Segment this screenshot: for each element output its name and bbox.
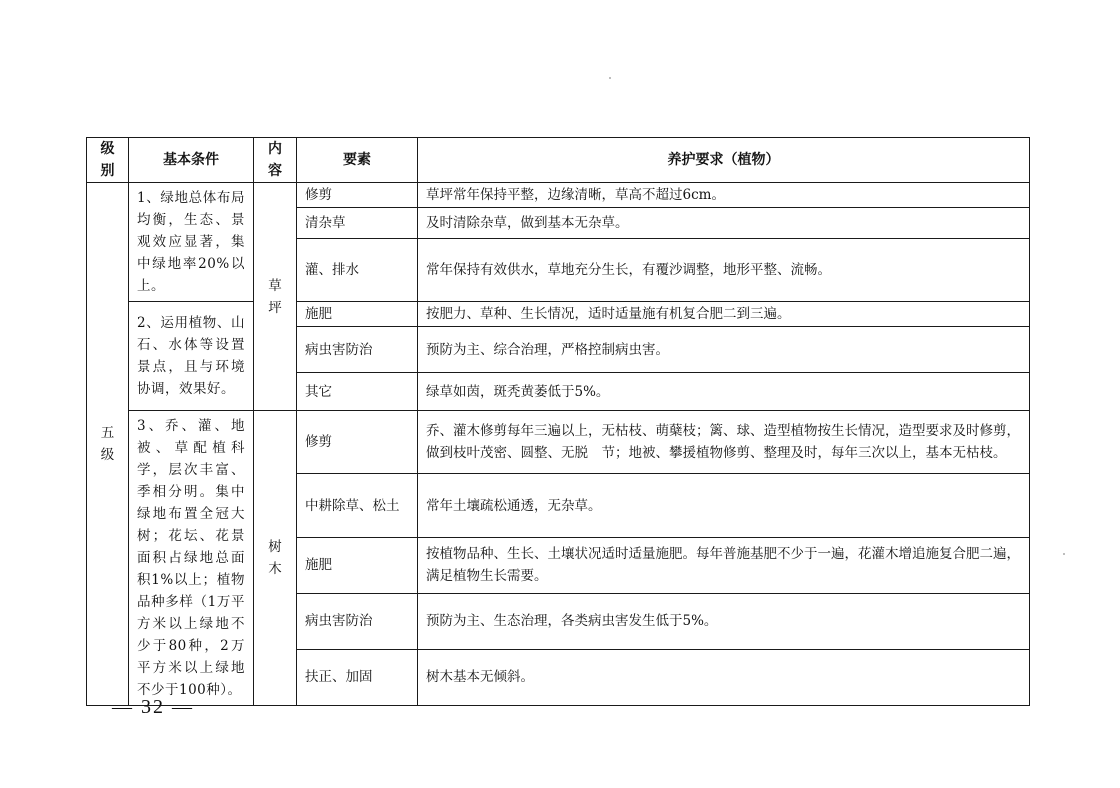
- table-row: [87, 183, 1030, 208]
- page-number: — 32 —: [112, 696, 194, 718]
- element-cell: 修剪: [297, 183, 418, 208]
- table-row: [87, 411, 1030, 474]
- requirement-cell: 按植物品种、生长、土壤状况适时适量施肥。每年普施基肥不少于一遍，花灌木增追施复合肥二遍，满足植物生长需要。: [418, 537, 1030, 593]
- header-basic-conditions: 基本条件: [129, 138, 254, 183]
- scan-speck: [1063, 553, 1065, 555]
- requirement-cell: 预防为主、综合治理，严格控制病虫害。: [418, 327, 1030, 373]
- element-cell: 扶正、加固: [297, 649, 418, 705]
- element-cell: 病虫害防治: [297, 327, 418, 373]
- table-row: [87, 302, 1030, 327]
- scan-speck: [609, 77, 611, 79]
- element-cell: 灌、排水: [297, 238, 418, 301]
- requirement-cell: 绿草如茵，斑秃黄萎低于5%。: [418, 373, 1030, 411]
- requirement-cell: 树木基本无倾斜。: [418, 649, 1030, 705]
- header-level: 级别: [87, 138, 129, 183]
- element-cell: 施肥: [297, 537, 418, 593]
- level-cell: 五级: [87, 183, 129, 706]
- element-cell: 清杂草: [297, 208, 418, 239]
- maintenance-standard-table: [86, 137, 1030, 706]
- requirement-cell: 及时清除杂草，做到基本无杂草。: [418, 208, 1030, 239]
- requirement-cell: 草坪常年保持平整，边缘清晰，草高不超过6cm。: [418, 183, 1030, 208]
- header-element: 要素: [297, 138, 418, 183]
- element-cell: 其它: [297, 373, 418, 411]
- condition-3: 3、乔、灌、地被、草配植科学，层次丰富、季相分明。集中绿地布置全冠大树；花坛、花景面积占绿地总面积1%以上；植物品种多样（1万平方米以上绿地不少于80种，2万平方米以上绿地不少于100种）。: [129, 411, 254, 706]
- requirement-cell: 预防为主、生态治理，各类病虫害发生低于5%。: [418, 593, 1030, 649]
- element-cell: 中耕除草、松土: [297, 474, 418, 537]
- requirement-cell: 常年保持有效供水，草地充分生长，有覆沙调整，地形平整、流畅。: [418, 238, 1030, 301]
- content-trees: 树木: [254, 411, 297, 706]
- requirement-cell: 乔、灌木修剪每年三遍以上，无枯枝、萌蘖枝；篱、球、造型植物按生长情况，造型要求及时修剪，做到枝叶茂密、圆整、无脱 节；地被、攀援植物修剪、整理及时，每年三次以上，基本无枯枝。: [418, 411, 1030, 474]
- requirement-cell: 常年土壤疏松通透，无杂草。: [418, 474, 1030, 537]
- condition-1: 1、绿地总体布局均衡，生态、景观效应显著，集中绿地率20%以上。: [129, 183, 254, 302]
- content-lawn: 草坪: [254, 183, 297, 411]
- header-requirements: 养护要求（植物）: [418, 138, 1030, 183]
- header-content: 内容: [254, 138, 297, 183]
- element-cell: 病虫害防治: [297, 593, 418, 649]
- table-header-row: [87, 138, 1030, 183]
- requirement-cell: 按肥力、草种、生长情况，适时适量施有机复合肥二到三遍。: [418, 302, 1030, 327]
- element-cell: 修剪: [297, 411, 418, 474]
- element-cell: 施肥: [297, 302, 418, 327]
- condition-2: 2、运用植物、山石、水体等设置景点，且与环境协调，效果好。: [129, 302, 254, 411]
